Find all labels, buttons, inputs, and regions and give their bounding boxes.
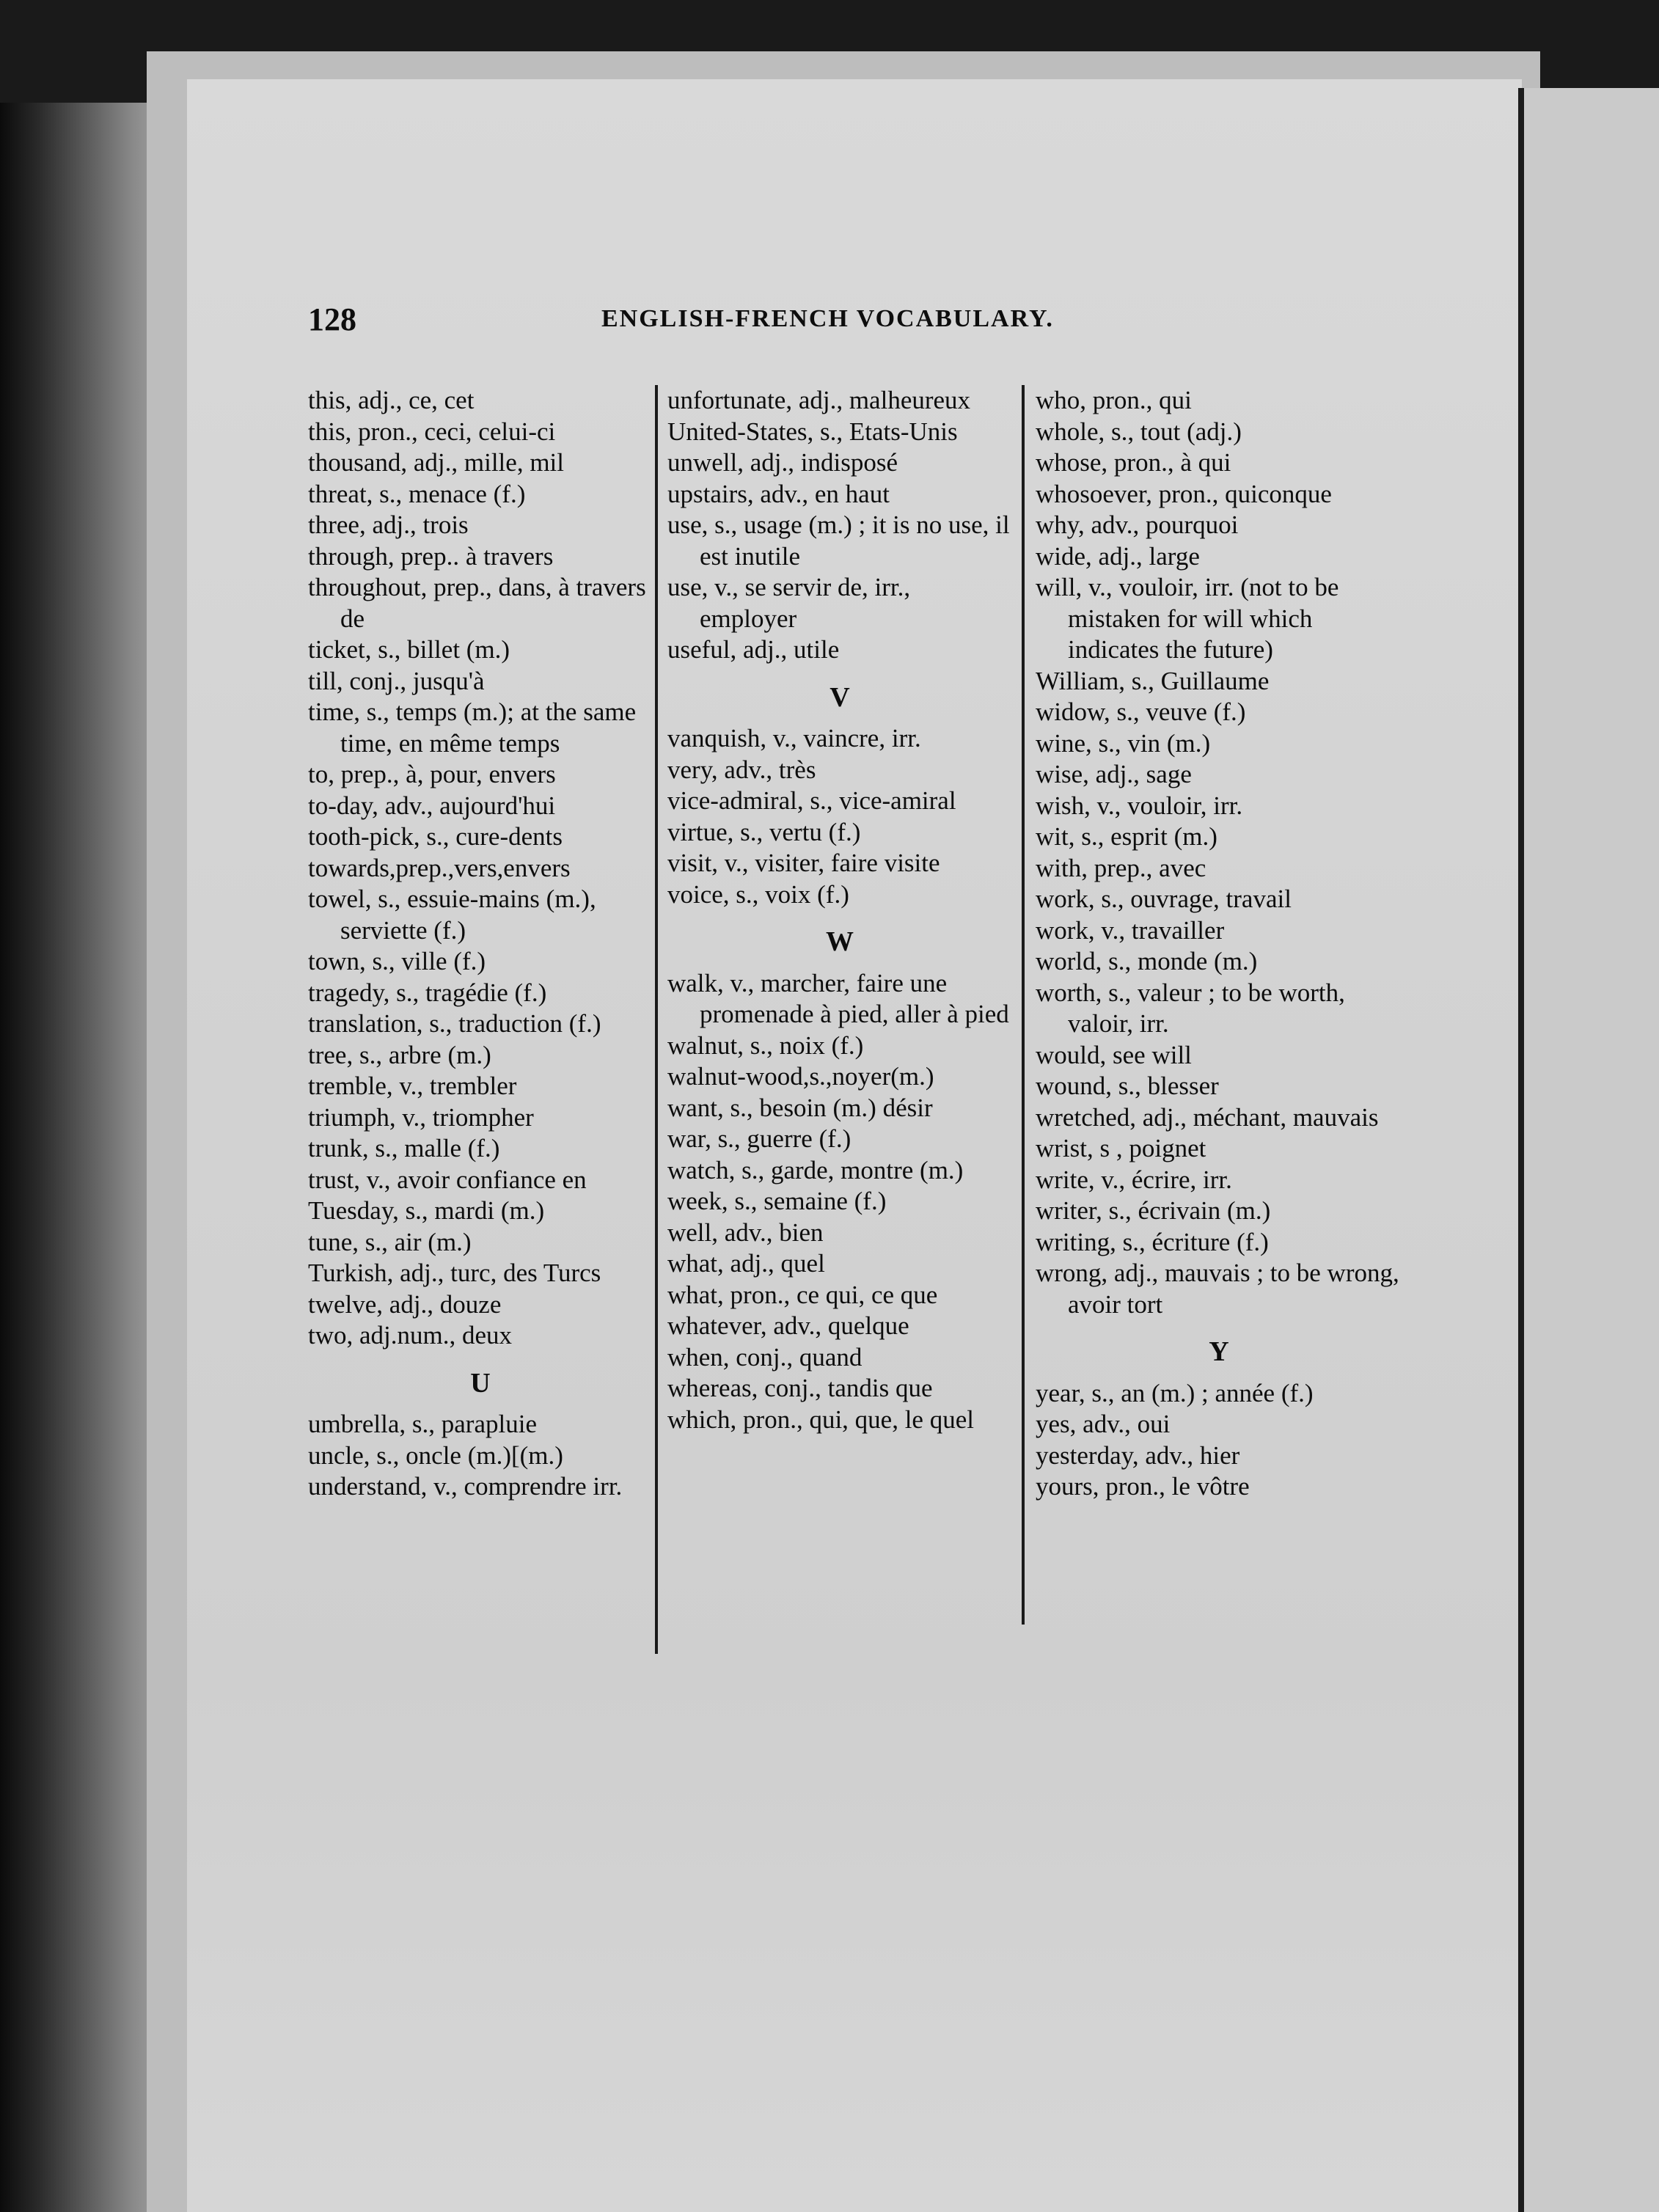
vocabulary-entry: walnut, s., noix (f.) <box>667 1030 864 1060</box>
vocabulary-entry: William, s., Guillaume <box>1036 666 1270 695</box>
vocabulary-entry: tree, s., arbre (m.) <box>308 1040 491 1069</box>
vocabulary-entry: yesterday, adv., hier <box>1036 1440 1240 1470</box>
vocabulary-entry: to, prep., à, pour, envers <box>308 760 556 788</box>
vocabulary-entry: vanquish, v., vaincre, irr. <box>667 724 921 752</box>
vocabulary-entry: towards,prep.,vers,envers <box>308 853 571 882</box>
vocabulary-entry: virtue, s., vertu (f.) <box>667 817 861 846</box>
vocabulary-entry: wine, s., vin (m.) <box>1036 728 1211 758</box>
page-title: ENGLISH-FRENCH VOCABULARY. <box>601 305 1054 332</box>
gutter-line <box>1518 88 1524 2212</box>
vocabulary-entry: will, v., vouloir, irr. (not to be mistaken for will which indicates the future) <box>1036 573 1339 664</box>
section-letter: U <box>470 1367 491 1399</box>
vocabulary-entry: widow, s., veuve (f.) <box>1036 697 1246 726</box>
vocabulary-entry: uncle, s., oncle (m.)[(m.) <box>308 1440 563 1470</box>
vocabulary-entry: wise, adj., sage <box>1036 760 1192 788</box>
vocabulary-entry: useful, adj., utile <box>667 635 840 664</box>
vocabulary-entry: what, pron., ce qui, ce que <box>667 1280 938 1309</box>
vocabulary-entry: understand, v., comprendre irr. <box>308 1472 623 1501</box>
vocabulary-entry: work, v., travailler <box>1036 915 1225 945</box>
vocabulary-entry: visit, v., visiter, faire visite <box>667 849 940 877</box>
vocabulary-entry: this, pron., ceci, celui-ci <box>308 417 556 446</box>
vocabulary-entry: Turkish, adj., turc, des Turcs <box>308 1259 601 1287</box>
vocabulary-entry: whose, pron., à qui <box>1036 448 1231 477</box>
vocabulary-entry: trunk, s., malle (f.) <box>308 1134 500 1162</box>
vocabulary-entry: worth, s., valeur ; to be worth, valoir, irr. <box>1036 978 1345 1038</box>
running-head <box>308 301 1452 345</box>
vocabulary-entry: yours, pron., le vôtre <box>1036 1472 1250 1501</box>
vocabulary-entry: writing, s., écriture (f.) <box>1036 1227 1269 1256</box>
vocabulary-entry: wretched, adj., méchant, mauvais <box>1036 1102 1379 1132</box>
facing-page <box>1524 88 1659 2212</box>
vocabulary-entry: town, s., ville (f.) <box>308 947 486 975</box>
section-letter: Y <box>1209 1336 1229 1367</box>
section-letter: V <box>830 681 850 713</box>
vocabulary-entry: two, adj.num., deux <box>308 1321 513 1349</box>
vocabulary-entry: which, pron., qui, que, le quel <box>667 1405 974 1434</box>
vocabulary-entry: would, see will <box>1036 1040 1192 1069</box>
vocabulary-entry: towel, s., essuie-mains (m.), serviette (f.) <box>308 885 596 945</box>
vocabulary-entry: to-day, adv., aujourd'hui <box>308 791 556 820</box>
vocabulary-entry: wit, s., esprit (m.) <box>1036 822 1217 851</box>
vocabulary-entry: writer, s., écrivain (m.) <box>1036 1196 1271 1225</box>
vocabulary-entry: world, s., monde (m.) <box>1036 947 1258 975</box>
page-number: 128 <box>308 301 356 337</box>
vocabulary-entry: week, s., semaine (f.) <box>667 1187 887 1215</box>
vocabulary-entry: wrong, adj., mauvais ; to be wrong, avoir tort <box>1036 1259 1399 1319</box>
vocabulary-entry: walnut-wood,s.,noyer(m.) <box>667 1062 934 1091</box>
vocabulary-entry: till, conj., jusqu'à <box>308 666 485 695</box>
vocabulary-entry: who, pron., qui <box>1036 386 1192 414</box>
vocabulary-entry: Tuesday, s., mardi (m.) <box>308 1196 545 1225</box>
vocabulary-entry: why, adv., pourquoi <box>1036 510 1239 539</box>
vocabulary-entry: whatever, adv., quelque <box>667 1311 909 1340</box>
vocabulary-entry: thousand, adj., mille, mil <box>308 448 564 477</box>
vocabulary-entry: wide, adj., large <box>1036 541 1200 571</box>
column-rule-2 <box>1022 385 1025 1625</box>
vocabulary-entry: this, adj., ce, cet <box>308 386 475 414</box>
vocabulary-entry: ticket, s., billet (m.) <box>308 635 510 664</box>
vocabulary-column-3 <box>1036 385 1402 1503</box>
vocabulary-entry: wound, s., blesser <box>1036 1072 1219 1100</box>
vocabulary-entry: throughout, prep., dans, à travers de <box>308 573 646 633</box>
vocabulary-entry: trust, v., avoir confiance en <box>308 1165 587 1194</box>
vocabulary-entry: use, s., usage (m.) ; it is no use, il est inutile <box>667 510 1010 571</box>
vocabulary-entry: three, adj., trois <box>308 510 469 539</box>
vocabulary-entry: very, adv., très <box>667 755 816 784</box>
vocabulary-entry: wrist, s , poignet <box>1036 1134 1206 1162</box>
vocabulary-entry: wish, v., vouloir, irr. <box>1036 791 1243 820</box>
vocabulary-entry: with, prep., avec <box>1036 853 1206 882</box>
vocabulary-entry: vice-admiral, s., vice-amiral <box>667 786 956 815</box>
vocabulary-entry: tragedy, s., tragédie (f.) <box>308 978 547 1007</box>
vocabulary-entry: write, v., écrire, irr. <box>1036 1165 1232 1194</box>
vocabulary-entry: time, s., temps (m.); at the same time, en même temps <box>308 697 637 758</box>
vocabulary-entry: well, adv., bien <box>667 1217 824 1247</box>
vocabulary-entry: tremble, v., trembler <box>308 1072 517 1100</box>
vocabulary-entry: voice, s., voix (f.) <box>667 879 849 909</box>
vocabulary-entry: twelve, adj., douze <box>308 1289 502 1319</box>
vocabulary-entry: watch, s., garde, montre (m.) <box>667 1155 964 1184</box>
vocabulary-entry: work, s., ouvrage, travail <box>1036 885 1292 913</box>
vocabulary-entry: want, s., besoin (m.) désir <box>667 1093 933 1122</box>
vocabulary-entry: what, adj., quel <box>667 1249 825 1278</box>
vocabulary-entry: unfortunate, adj., malheureux <box>667 386 971 414</box>
vocabulary-column-1 <box>308 385 653 1503</box>
vocabulary-entry: upstairs, adv., en haut <box>667 479 890 508</box>
vocabulary-column-2 <box>667 385 1012 1435</box>
vocabulary-entry: United-States, s., Etats-Unis <box>667 417 958 446</box>
vocabulary-entry: umbrella, s., parapluie <box>308 1410 537 1438</box>
vocabulary-entry: whosoever, pron., quiconque <box>1036 479 1332 508</box>
vocabulary-entry: when, conj., quand <box>667 1342 863 1371</box>
vocabulary-entry: whole, s., tout (adj.) <box>1036 417 1242 446</box>
vocabulary-entry: unwell, adj., indisposé <box>667 448 898 477</box>
vocabulary-entry: yes, adv., oui <box>1036 1410 1171 1438</box>
vocabulary-entry: translation, s., traduction (f.) <box>308 1009 601 1038</box>
vocabulary-entry: war, s., guerre (f.) <box>667 1124 852 1153</box>
vocabulary-entry: use, v., se servir de, irr., employer <box>667 573 911 633</box>
vocabulary-entry: threat, s., menace (f.) <box>308 479 526 508</box>
vocabulary-entry: year, s., an (m.) ; année (f.) <box>1036 1378 1314 1407</box>
section-letter: W <box>826 926 854 957</box>
column-rule-1 <box>655 385 658 1654</box>
vocabulary-entry: whereas, conj., tandis que <box>667 1374 933 1402</box>
vocabulary-entry: through, prep.. à travers <box>308 541 554 571</box>
vocabulary-entry: tooth-pick, s., cure-dents <box>308 822 563 851</box>
vocabulary-entry: walk, v., marcher, faire une promenade à pied, aller à pied <box>667 968 1009 1028</box>
vocabulary-entry: tune, s., air (m.) <box>308 1227 472 1256</box>
vocabulary-entry: triumph, v., triompher <box>308 1102 534 1132</box>
